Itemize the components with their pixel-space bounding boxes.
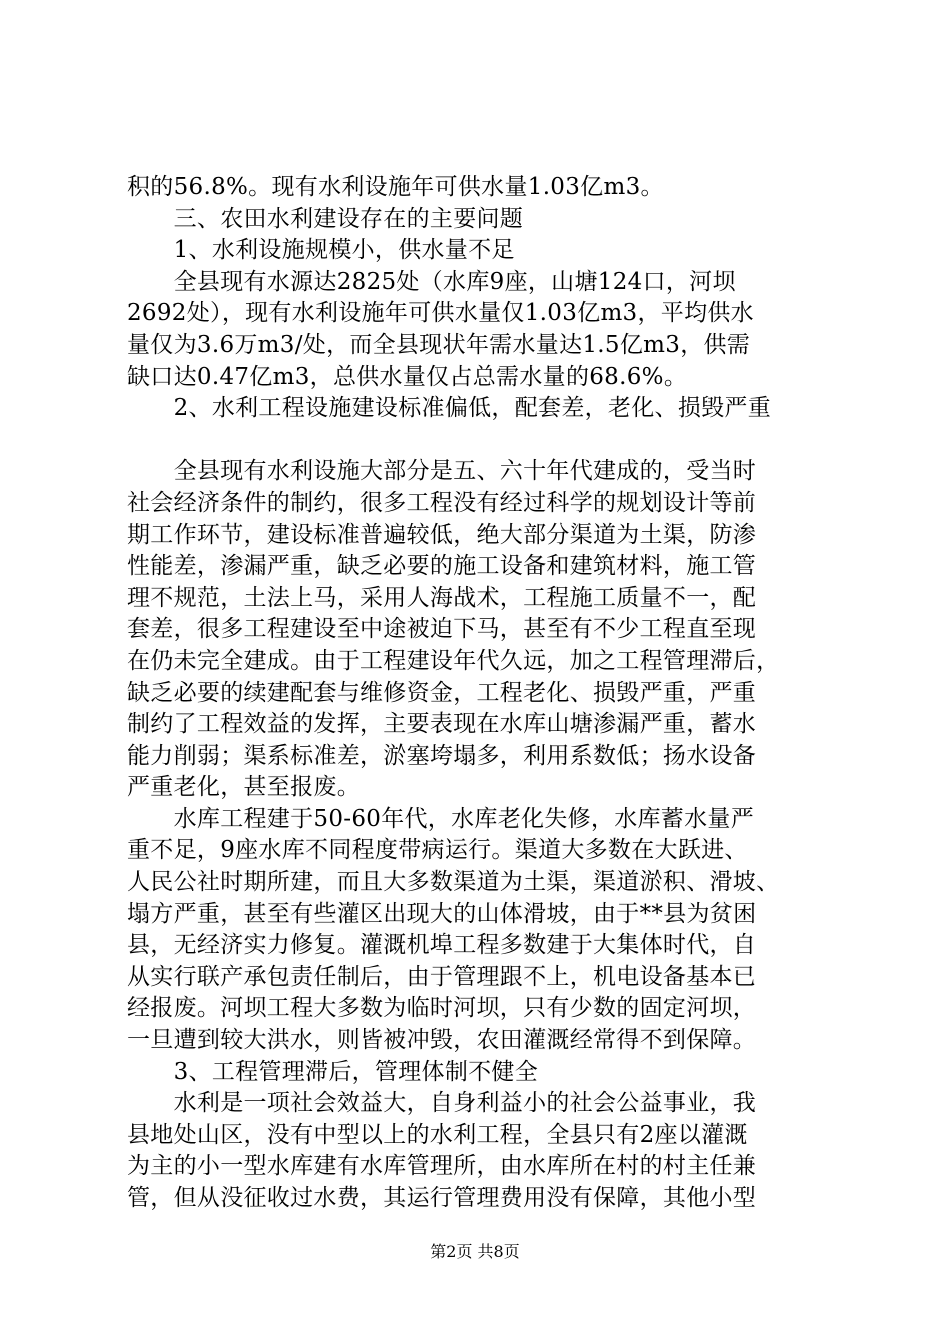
text-line: 县地处山区，没有中型以上的水利工程，全县只有2座以灌溉: [127, 1121, 748, 1148]
text-line: 缺口达0.47亿m3，总供水量仅占总需水量的68.6%。: [127, 363, 688, 390]
subsection-heading: 2、水利工程设施建设标准偏低，配套差，老化、损毁严重: [127, 395, 772, 422]
text-line: 重不足，9座水库不同程度带病运行。渠道大多数在大跃进、: [127, 837, 748, 864]
text-line: 全县现有水源达2825处（水库9座，山塘124口，河坝: [127, 268, 736, 295]
text-line: 期工作环节，建设标准普遍较低，绝大部分渠道为土渠，防渗: [127, 521, 757, 548]
text-line: 全县现有水利设施大部分是五、六十年代建成的，受当时: [127, 458, 757, 485]
text-line: 从实行联产承包责任制后，由于管理跟不上，机电设备基本已: [127, 963, 757, 990]
text-line: 人民公社时期所建，而且大多数渠道为土渠，渠道淤积、滑坡、: [127, 869, 780, 896]
blank-line: [127, 425, 827, 457]
text-line: 一旦遭到较大洪水，则皆被冲毁，农田灌溉经常得不到保障。: [127, 1027, 757, 1054]
text-line: 水利是一项社会效益大，自身利益小的社会公益事业，我: [127, 1090, 757, 1117]
text-line: 制约了工程效益的发挥，主要表现在水库山塘渗漏严重，蓄水: [127, 711, 757, 738]
text-line: 水库工程建于50-60年代，水库老化失修，水库蓄水量严: [127, 805, 755, 832]
text-line: 经报废。河坝工程大多数为临时河坝，只有少数的固定河坝，: [127, 995, 757, 1022]
section-heading: 三、农田水利建设存在的主要问题: [127, 205, 524, 232]
text-line: 严重老化，甚至报废。: [127, 774, 360, 801]
text-line: 管，但从没征收过水费，其运行管理费用没有保障，其他小型: [127, 1185, 757, 1211]
page-number-footer: 第2页 共8页: [430, 1242, 520, 1261]
subsection-heading: 3、工程管理滞后，管理体制不健全: [127, 1058, 539, 1085]
text-line: 2692处），现有水利设施年可供水量仅1.03亿m3，平均供水: [127, 300, 754, 327]
document-body: [127, 172, 827, 1215]
text-line: 套差，很多工程建设至中途被迫下马，甚至有不少工程直至现: [127, 616, 757, 643]
text-line: 缺乏必要的续建配套与维修资金，工程老化、损毁严重，严重: [127, 679, 757, 706]
text-line: 社会经济条件的制约，很多工程没有经过科学的规划设计等前: [127, 489, 757, 516]
text-line: 为主的小一型水库建有水库管理所，由水库所在村的村主任兼: [127, 1153, 757, 1180]
text-line: 量仅为3.6万m3/处，而全县现状年需水量达1.5亿m3，供需: [127, 331, 751, 358]
text-line: 理不规范，土法上马，采用人海战术，工程施工质量不一，配: [127, 584, 757, 611]
text-line: 塌方严重，甚至有些灌区出现大的山体滑坡，由于**县为贫困: [127, 900, 757, 927]
text-line: 县，无经济实力修复。灌溉机埠工程多数建于大集体时代，自: [127, 932, 757, 959]
subsection-heading: 1、水利设施规模小，供水量不足: [127, 237, 515, 264]
text-line: 在仍未完全建成。由于工程建设年代久远，加之工程管理滞后，: [127, 647, 780, 674]
text-line: 性能差，渗漏严重，缺乏必要的施工设备和建筑材料，施工管: [127, 553, 757, 580]
text-line: 积的56.8%。现有水利设施年可供水量1.03亿m3。: [127, 174, 664, 200]
text-line: 能力削弱；渠系标准差，淤塞垮塌多，利用系数低；扬水设备: [127, 742, 757, 769]
